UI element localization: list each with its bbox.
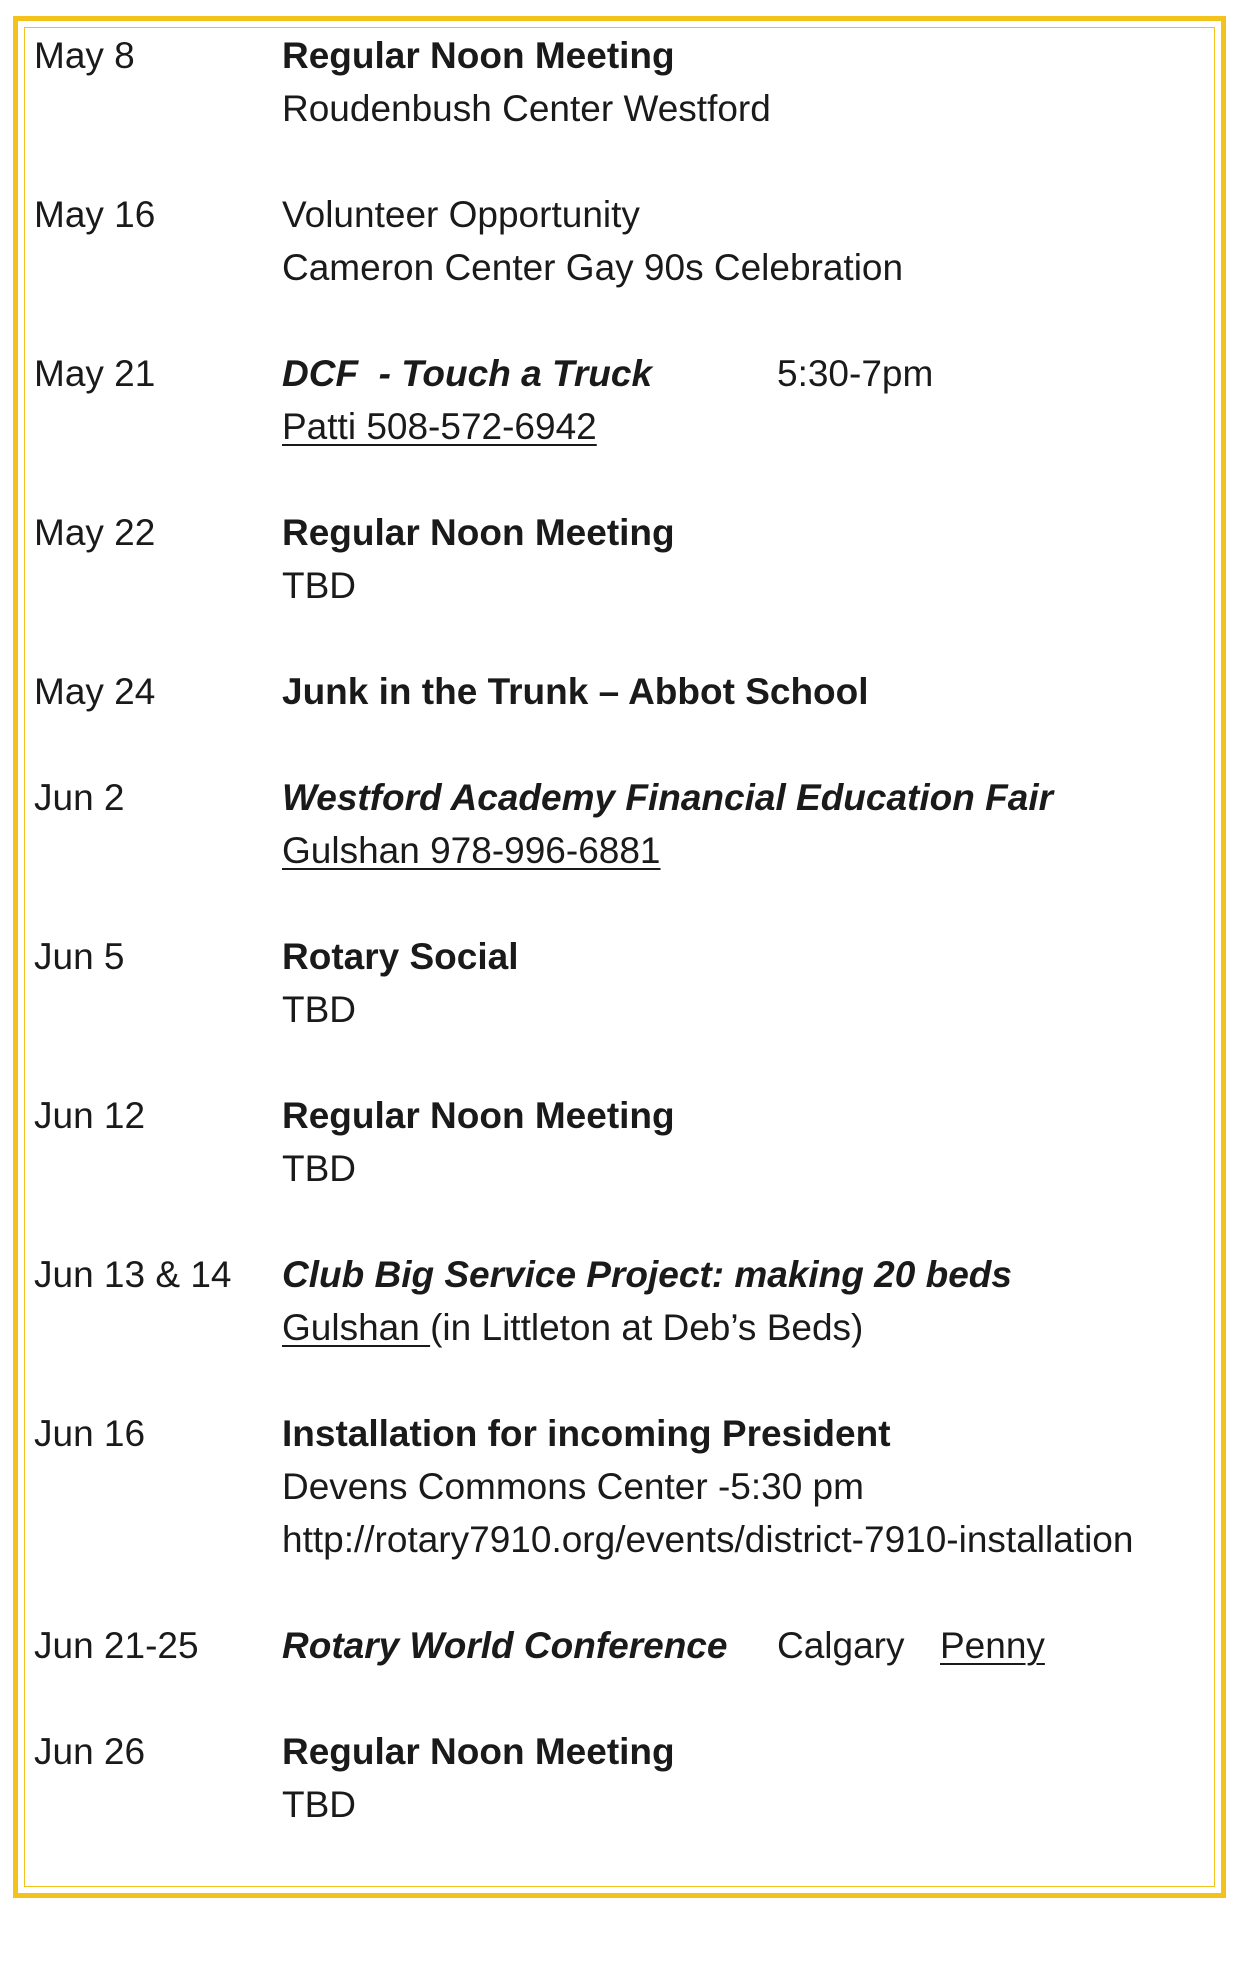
event-title: Installation for incoming President (282, 1413, 891, 1454)
event-title: Junk in the Trunk – Abbot School (282, 671, 869, 712)
event-date: Jun 5 (34, 936, 125, 977)
event-url[interactable]: http://rotary7910.org/events/district-7910-installation (282, 1519, 1134, 1560)
event-contact-link[interactable]: Gulshan (282, 1307, 431, 1348)
event-date: May 21 (34, 353, 156, 394)
event-title: DCF - Touch a Truck (282, 353, 653, 394)
event-title: Volunteer Opportunity (282, 194, 640, 235)
event-location: TBD (282, 1784, 356, 1825)
event-contact-link[interactable]: Patti 508-572-6942 (282, 406, 597, 447)
event-title: Regular Noon Meeting (282, 512, 675, 553)
event-location: Cameron Center Gay 90s Celebration (282, 247, 904, 288)
event-title: Club Big Service Project: making 20 beds (282, 1254, 1012, 1295)
event-title: Rotary World Conference (282, 1625, 728, 1666)
event-date: Jun 13 & 14 (34, 1254, 232, 1295)
page-border (13, 16, 1226, 1898)
event-date: Jun 12 (34, 1095, 146, 1136)
event-title: Regular Noon Meeting (282, 1731, 675, 1772)
event-date: May 24 (34, 671, 156, 712)
event-location: Devens Commons Center -5:30 pm (282, 1466, 864, 1507)
event-contact-link[interactable]: Gulshan 978-996-6881 (282, 830, 661, 871)
page-border-inner (24, 27, 1215, 1887)
event-date: May 22 (34, 512, 156, 553)
event-title: Rotary Social (282, 936, 519, 977)
event-location: (in Littleton at Deb’s Beds) (430, 1307, 864, 1348)
event-date: May 16 (34, 194, 156, 235)
event-date: Jun 26 (34, 1731, 146, 1772)
event-date: May 8 (34, 35, 135, 76)
event-title: Regular Noon Meeting (282, 1095, 675, 1136)
event-location: Roudenbush Center Westford (282, 88, 771, 129)
event-location: Calgary (777, 1625, 905, 1666)
event-date: Jun 16 (34, 1413, 146, 1454)
event-title: Westford Academy Financial Education Fair (282, 777, 1054, 818)
event-location: TBD (282, 565, 356, 606)
event-title: Regular Noon Meeting (282, 35, 675, 76)
event-time: 5:30-7pm (777, 353, 934, 394)
event-contact-link[interactable]: Penny (940, 1625, 1045, 1666)
event-location: TBD (282, 1148, 356, 1189)
event-date: Jun 21-25 (34, 1625, 199, 1666)
event-date: Jun 2 (34, 777, 125, 818)
event-location: TBD (282, 989, 356, 1030)
